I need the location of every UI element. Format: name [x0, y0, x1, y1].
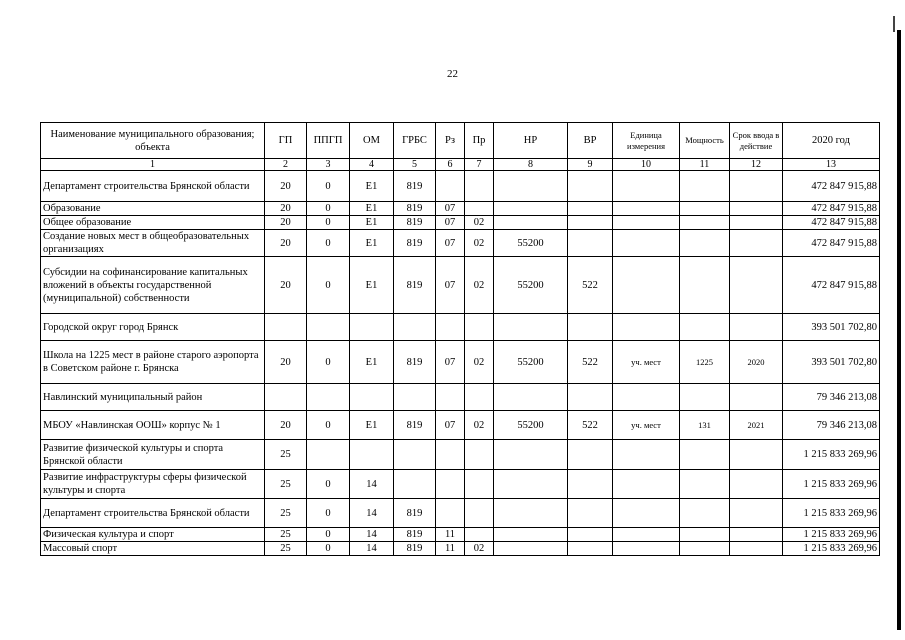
cell-power — [680, 202, 730, 216]
cell-amount: 472 847 915,88 — [783, 202, 880, 216]
cell-amount: 472 847 915,88 — [783, 171, 880, 202]
cell-gp: 25 — [265, 528, 307, 542]
cell-vr — [568, 230, 613, 257]
cell-vr — [568, 171, 613, 202]
cell-rz: 07 — [436, 257, 465, 314]
cell-grbs: 819 — [394, 499, 436, 528]
cell-unit — [613, 314, 680, 341]
cell-term: 2020 — [730, 341, 783, 384]
cell-om — [350, 314, 394, 341]
cell-term — [730, 230, 783, 257]
cell-unit — [613, 230, 680, 257]
cell-amount: 472 847 915,88 — [783, 257, 880, 314]
cell-power — [680, 440, 730, 470]
cell-ppgp — [307, 440, 350, 470]
cell-grbs: 819 — [394, 202, 436, 216]
cell-amount: 472 847 915,88 — [783, 230, 880, 257]
cell-pr — [465, 470, 494, 499]
table-row — [41, 171, 880, 202]
cell-unit: уч. мест — [613, 341, 680, 384]
col-header-term: Срок ввода в действие — [730, 123, 783, 159]
cell-name: Создание новых мест в общеобразовательных организациях — [41, 230, 265, 257]
scan-edge-mark — [897, 30, 901, 630]
cell-nr — [494, 528, 568, 542]
cell-nr — [494, 440, 568, 470]
cell-pr — [465, 384, 494, 411]
table-row — [41, 216, 880, 230]
cell-rz — [436, 171, 465, 202]
cell-unit — [613, 202, 680, 216]
cell-term — [730, 440, 783, 470]
cell-om: E1 — [350, 202, 394, 216]
cell-vr — [568, 542, 613, 556]
cell-amount: 79 346 213,08 — [783, 411, 880, 440]
cell-vr — [568, 440, 613, 470]
cell-power — [680, 314, 730, 341]
cell-gp: 20 — [265, 257, 307, 314]
col-number: 8 — [494, 159, 568, 171]
cell-pr — [465, 499, 494, 528]
cell-power — [680, 230, 730, 257]
cell-ppgp: 0 — [307, 171, 350, 202]
cell-nr — [494, 216, 568, 230]
cell-vr: 522 — [568, 411, 613, 440]
cell-grbs: 819 — [394, 230, 436, 257]
cell-vr: 522 — [568, 257, 613, 314]
cell-gp: 20 — [265, 216, 307, 230]
cell-power — [680, 499, 730, 528]
cell-name: Навлинский муниципальный район — [41, 384, 265, 411]
cell-amount: 1 215 833 269,96 — [783, 542, 880, 556]
table-row — [41, 314, 880, 341]
cell-pr — [465, 171, 494, 202]
cell-power: 1225 — [680, 341, 730, 384]
cell-term — [730, 202, 783, 216]
col-number: 1 — [41, 159, 265, 171]
cell-vr — [568, 216, 613, 230]
cell-grbs: 819 — [394, 341, 436, 384]
table-row — [41, 499, 880, 528]
cell-om: 14 — [350, 470, 394, 499]
cell-term — [730, 314, 783, 341]
cell-om: 14 — [350, 499, 394, 528]
cell-ppgp: 0 — [307, 230, 350, 257]
cell-unit — [613, 542, 680, 556]
col-number: 9 — [568, 159, 613, 171]
cell-amount: 1 215 833 269,96 — [783, 440, 880, 470]
cell-name: Департамент строительства Брянской области — [41, 171, 265, 202]
col-number: 7 — [465, 159, 494, 171]
cell-grbs: 819 — [394, 216, 436, 230]
cell-vr — [568, 528, 613, 542]
cell-grbs: 819 — [394, 542, 436, 556]
cell-grbs: 819 — [394, 528, 436, 542]
cell-term: 2021 — [730, 411, 783, 440]
cell-ppgp: 0 — [307, 216, 350, 230]
cell-term — [730, 499, 783, 528]
cell-unit — [613, 257, 680, 314]
cell-amount: 1 215 833 269,96 — [783, 528, 880, 542]
table-row — [41, 230, 880, 257]
table-row — [41, 257, 880, 314]
table-row — [41, 202, 880, 216]
cell-term — [730, 542, 783, 556]
cell-nr — [494, 384, 568, 411]
cell-pr: 02 — [465, 542, 494, 556]
col-header-power: Мощность — [680, 123, 730, 159]
cell-rz: 07 — [436, 216, 465, 230]
cell-power — [680, 470, 730, 499]
cell-term — [730, 171, 783, 202]
cell-pr — [465, 314, 494, 341]
col-header-gp: ГП — [265, 123, 307, 159]
cell-grbs — [394, 440, 436, 470]
col-number: 5 — [394, 159, 436, 171]
cell-gp — [265, 314, 307, 341]
cell-term — [730, 470, 783, 499]
cell-amount: 393 501 702,80 — [783, 341, 880, 384]
cell-gp: 25 — [265, 440, 307, 470]
col-number: 10 — [613, 159, 680, 171]
cell-pr: 02 — [465, 230, 494, 257]
cell-pr: 02 — [465, 341, 494, 384]
cell-term — [730, 257, 783, 314]
cell-unit — [613, 171, 680, 202]
cell-name: Департамент строительства Брянской области — [41, 499, 265, 528]
cell-om: E1 — [350, 411, 394, 440]
table-row — [41, 470, 880, 499]
cell-nr — [494, 171, 568, 202]
col-header-rz: Рз — [436, 123, 465, 159]
cell-rz: 11 — [436, 528, 465, 542]
budget-table — [40, 122, 880, 556]
cell-name: Образование — [41, 202, 265, 216]
cell-nr — [494, 470, 568, 499]
cell-vr — [568, 470, 613, 499]
col-number: 12 — [730, 159, 783, 171]
col-header-vr: ВР — [568, 123, 613, 159]
cell-unit — [613, 499, 680, 528]
cell-power — [680, 216, 730, 230]
cell-nr: 55200 — [494, 230, 568, 257]
col-number: 2 — [265, 159, 307, 171]
cell-rz: 07 — [436, 202, 465, 216]
cell-unit: уч. мест — [613, 411, 680, 440]
cell-amount: 1 215 833 269,96 — [783, 499, 880, 528]
cell-power — [680, 257, 730, 314]
cell-name: Субсидии на софинансирование капитальных вложений в объекты государственной (муниципальной) собственности — [41, 257, 265, 314]
cell-unit — [613, 440, 680, 470]
cell-ppgp: 0 — [307, 202, 350, 216]
cell-name: Школа на 1225 мест в районе старого аэропорта в Советском районе г. Брянска — [41, 341, 265, 384]
cell-gp: 25 — [265, 499, 307, 528]
col-header-ppgp: ППГП — [307, 123, 350, 159]
col-number: 3 — [307, 159, 350, 171]
cell-rz — [436, 384, 465, 411]
cell-nr: 55200 — [494, 411, 568, 440]
cell-vr — [568, 384, 613, 411]
cell-grbs: 819 — [394, 257, 436, 314]
table-row — [41, 384, 880, 411]
cell-vr: 522 — [568, 341, 613, 384]
table-row — [41, 341, 880, 384]
cell-gp: 20 — [265, 411, 307, 440]
cell-gp: 20 — [265, 341, 307, 384]
cell-gp: 20 — [265, 202, 307, 216]
page-number: 22 — [447, 68, 458, 80]
cell-amount: 472 847 915,88 — [783, 216, 880, 230]
cell-rz: 07 — [436, 411, 465, 440]
cell-pr: 02 — [465, 216, 494, 230]
cell-rz — [436, 470, 465, 499]
col-header-year: 2020 год — [783, 123, 880, 159]
cell-pr — [465, 440, 494, 470]
cell-om: E1 — [350, 341, 394, 384]
cell-om: 14 — [350, 542, 394, 556]
cell-om: E1 — [350, 171, 394, 202]
cell-unit — [613, 470, 680, 499]
cell-name: Развитие физической культуры и спорта Брянской области — [41, 440, 265, 470]
cell-nr — [494, 499, 568, 528]
cell-om — [350, 440, 394, 470]
table-row — [41, 528, 880, 542]
cell-ppgp — [307, 314, 350, 341]
cell-nr — [494, 202, 568, 216]
cell-vr — [568, 202, 613, 216]
header-row — [41, 123, 880, 159]
column-number-row — [41, 159, 880, 171]
cell-name: Физическая культура и спорт — [41, 528, 265, 542]
col-header-om: ОМ — [350, 123, 394, 159]
cell-amount: 1 215 833 269,96 — [783, 470, 880, 499]
cell-rz: 11 — [436, 542, 465, 556]
cell-ppgp: 0 — [307, 341, 350, 384]
cell-om: 14 — [350, 528, 394, 542]
cell-rz — [436, 499, 465, 528]
cell-amount: 393 501 702,80 — [783, 314, 880, 341]
cell-grbs — [394, 314, 436, 341]
cell-rz — [436, 440, 465, 470]
cell-pr: 02 — [465, 257, 494, 314]
cell-ppgp: 0 — [307, 499, 350, 528]
col-header-unit: Единица измерения — [613, 123, 680, 159]
cell-gp: 20 — [265, 230, 307, 257]
cell-grbs — [394, 384, 436, 411]
cell-rz — [436, 314, 465, 341]
cell-power — [680, 384, 730, 411]
cell-pr — [465, 528, 494, 542]
table-row — [41, 440, 880, 470]
cell-power — [680, 171, 730, 202]
col-number: 6 — [436, 159, 465, 171]
cell-unit — [613, 384, 680, 411]
cell-grbs — [394, 470, 436, 499]
col-number: 11 — [680, 159, 730, 171]
cell-rz: 07 — [436, 230, 465, 257]
cell-vr — [568, 499, 613, 528]
cell-ppgp: 0 — [307, 470, 350, 499]
cell-ppgp: 0 — [307, 542, 350, 556]
cell-gp: 25 — [265, 542, 307, 556]
cell-nr: 55200 — [494, 341, 568, 384]
cell-vr — [568, 314, 613, 341]
cell-name: Массовый спорт — [41, 542, 265, 556]
cell-om: E1 — [350, 230, 394, 257]
cell-grbs: 819 — [394, 411, 436, 440]
cell-om: E1 — [350, 216, 394, 230]
cell-power: 131 — [680, 411, 730, 440]
cell-ppgp: 0 — [307, 528, 350, 542]
cell-name: Развитие инфраструктуры сферы физической культуры и спорта — [41, 470, 265, 499]
col-header-grbs: ГРБС — [394, 123, 436, 159]
cell-rz: 07 — [436, 341, 465, 384]
cell-om — [350, 384, 394, 411]
cell-term — [730, 528, 783, 542]
col-number: 4 — [350, 159, 394, 171]
cell-power — [680, 528, 730, 542]
cell-nr: 55200 — [494, 257, 568, 314]
cell-unit — [613, 528, 680, 542]
cell-ppgp: 0 — [307, 257, 350, 314]
cell-grbs: 819 — [394, 171, 436, 202]
cell-om: E1 — [350, 257, 394, 314]
cell-gp: 25 — [265, 470, 307, 499]
cell-pr — [465, 202, 494, 216]
cell-name: Городской округ город Брянск — [41, 314, 265, 341]
cell-ppgp — [307, 384, 350, 411]
col-number: 13 — [783, 159, 880, 171]
cell-unit — [613, 216, 680, 230]
cell-amount: 79 346 213,08 — [783, 384, 880, 411]
col-header-name: Наименование муниципального образования; объекта — [41, 123, 265, 159]
cell-nr — [494, 314, 568, 341]
cell-nr — [494, 542, 568, 556]
cell-power — [680, 542, 730, 556]
cell-ppgp: 0 — [307, 411, 350, 440]
cell-name: Общее образование — [41, 216, 265, 230]
cell-term — [730, 216, 783, 230]
table-row — [41, 542, 880, 556]
cell-term — [730, 384, 783, 411]
cell-pr: 02 — [465, 411, 494, 440]
cell-name: МБОУ «Навлинская ООШ» корпус № 1 — [41, 411, 265, 440]
scan-edge-tick — [893, 16, 895, 32]
col-header-pr: Пр — [465, 123, 494, 159]
cell-gp — [265, 384, 307, 411]
cell-gp: 20 — [265, 171, 307, 202]
col-header-nr: НР — [494, 123, 568, 159]
table-body — [41, 171, 880, 556]
table-row — [41, 411, 880, 440]
